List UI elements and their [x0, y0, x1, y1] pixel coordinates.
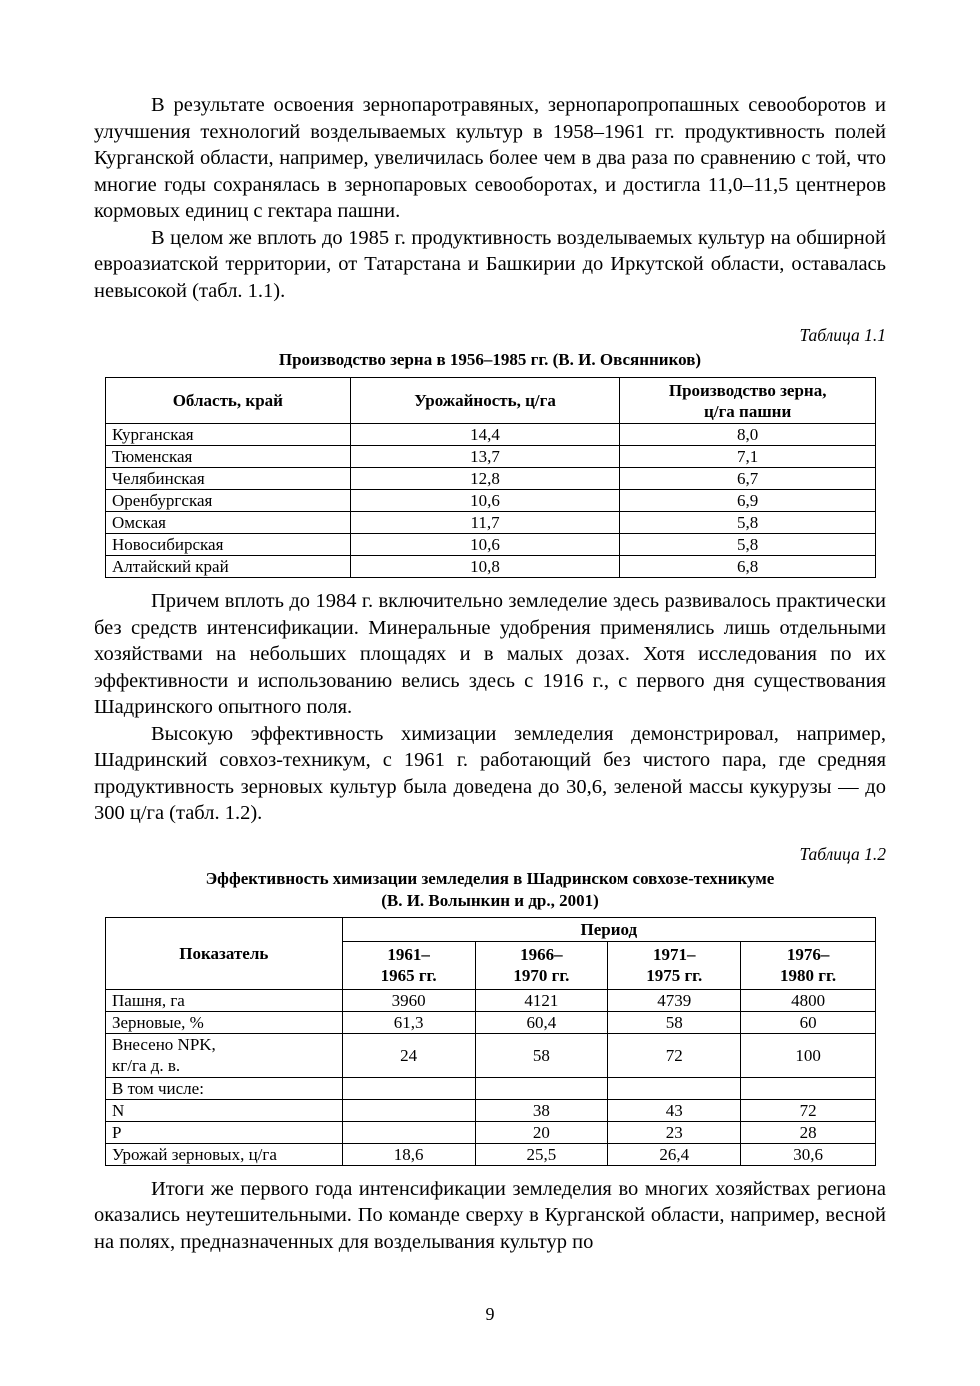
table-cell: 60,4	[475, 1011, 608, 1033]
table-cell: 10,8	[350, 556, 620, 578]
table-cell: Урожай зерновых, ц/га	[106, 1143, 343, 1165]
table-cell: Курганская	[106, 424, 351, 446]
table-2-header-period-3	[608, 941, 741, 989]
table-1-title: Производство зерна в 1956–1985 гг. (В. И. Овсянников)	[278, 350, 702, 369]
table-cell: Челябинская	[106, 468, 351, 490]
table-cell: 26,4	[608, 1143, 741, 1165]
table-cell: 28	[741, 1121, 876, 1143]
table-row	[106, 468, 876, 490]
table-cell	[342, 1099, 475, 1121]
table-2-title-line2: (В. И. Волынкин и др., 2001)	[381, 890, 599, 910]
table-2-header-period-4	[741, 941, 876, 989]
table-1	[105, 377, 876, 578]
table-cell: 6,7	[620, 468, 876, 490]
table-cell: 18,6	[342, 1143, 475, 1165]
table-2-caption: Таблица 1.2	[799, 843, 886, 864]
table-cell	[106, 1033, 343, 1077]
table-cell: 5,8	[620, 534, 876, 556]
table-cell: P	[106, 1121, 343, 1143]
table-1-header-production-line2: ц/га пашни	[704, 401, 792, 421]
table-2-header-indicator: Показатель	[106, 917, 343, 989]
table-cell: В том числе:	[106, 1077, 343, 1099]
table-2-title-line1: Эффективность химизации земледелия в Шадринском совхозе-техникуме	[205, 868, 775, 888]
paragraph-3: Причем вплоть до 1984 г. включительно земледелие здесь развивалось практически без средств интенсификации. Минеральные удобрения применялись лишь отдельными хозяйствами на небольших площадях и в малых дозах. Хотя исследования по их эффективности и использованию велись здесь с 1916 г., с первого дня существования Шадринского опытного поля.	[94, 590, 886, 718]
table-cell: Омская	[106, 512, 351, 534]
table-row	[106, 1011, 876, 1033]
table-cell: Зерновые, %	[106, 1011, 343, 1033]
table-cell: 7,1	[620, 446, 876, 468]
page-number: 9	[485, 1304, 495, 1324]
table-row	[106, 512, 876, 534]
table-cell: 12,8	[350, 468, 620, 490]
table-row	[106, 490, 876, 512]
table-2-header-period: Период	[342, 917, 875, 941]
table-cell: 72	[608, 1033, 741, 1077]
table-cell: 6,9	[620, 490, 876, 512]
table-cell: 5,8	[620, 512, 876, 534]
table-row	[106, 556, 876, 578]
table-1-header-production	[620, 378, 876, 424]
table-2-header-period-2	[475, 941, 608, 989]
table-1-header-region: Область, край	[106, 378, 351, 424]
table-cell: 3960	[342, 989, 475, 1011]
table-cell	[342, 1121, 475, 1143]
table-cell: 10,6	[350, 534, 620, 556]
period-start: 1976–	[786, 945, 830, 964]
period-end: 1975 гг.	[646, 966, 703, 985]
table-cell: 4739	[608, 989, 741, 1011]
table-cell: Пашня, га	[106, 989, 343, 1011]
table-1-header-production-line1: Производство зерна,	[668, 380, 827, 400]
table-cell	[342, 1077, 475, 1099]
table-row	[106, 424, 876, 446]
period-end: 1980 гг.	[780, 966, 837, 985]
table-cell: 24	[342, 1033, 475, 1077]
paragraph-2: В целом же вплоть до 1985 г. продуктивность возделываемых культур на обширной евроазиатской территории, от Татарстана и Башкирии до Иркутской области, оставалась невысокой (табл. 1.1).	[94, 226, 886, 302]
table-2-header-period-1	[342, 941, 475, 989]
table-cell: 61,3	[342, 1011, 475, 1033]
table-cell: 58	[475, 1033, 608, 1077]
npk-label: Внесено NPK,	[112, 1035, 216, 1054]
npk-unit: кг/га д. в.	[112, 1056, 181, 1075]
table-2	[105, 917, 876, 1166]
table-row	[106, 1077, 876, 1099]
table-row	[106, 1099, 876, 1121]
table-cell: 11,7	[350, 512, 620, 534]
table-cell: 100	[741, 1033, 876, 1077]
table-cell	[608, 1077, 741, 1099]
paragraph-1: В результате освоения зернопаротравяных, зернопаропропашных севооборотов и улучшения технологий возделываемых культур в 1958–1961 гг. продуктивность полей Курганской области, например, увеличилась более чем в два раза по сравнению с той, что многие годы сохранялась в зернопаровых севооборотах, и достигла 11,0–11,5 центнеров кормовых единиц с гектара пашни.	[94, 94, 886, 222]
table-row	[106, 1143, 876, 1165]
table-cell: 58	[608, 1011, 741, 1033]
page-content	[94, 92, 886, 1255]
table-cell: 4800	[741, 989, 876, 1011]
table-cell: 43	[608, 1099, 741, 1121]
table-cell	[741, 1077, 876, 1099]
paragraph-5: Итоги же первого года интенсификации земледелия во многих хозяйствах региона оказались неутешительными. По команде сверху в Курганской области, например, весной на полях, предназначенных для возделывания культур по	[94, 1177, 886, 1253]
table-cell	[475, 1077, 608, 1099]
table-cell: 25,5	[475, 1143, 608, 1165]
table-cell: 10,6	[350, 490, 620, 512]
table-cell: 13,7	[350, 446, 620, 468]
table-row	[106, 1033, 876, 1077]
table-cell: Алтайский край	[106, 556, 351, 578]
table-cell: Тюменская	[106, 446, 351, 468]
table-cell: 30,6	[741, 1143, 876, 1165]
paragraph-4: Высокую эффективность химизации земледелия демонстрировал, например, Шадринский совхоз-техникум, с 1961 г. работающий без чистого пара, где средняя продуктивность зерновых культур была доведена до 30,6, зеленой массы кукурузы — до 300 ц/га (табл. 1.2).	[94, 722, 886, 824]
table-row	[106, 534, 876, 556]
table-cell: 72	[741, 1099, 876, 1121]
table-1-header-yield: Урожайность, ц/га	[350, 378, 620, 424]
table-cell: 4121	[475, 989, 608, 1011]
period-start: 1971–	[652, 945, 696, 964]
table-cell: 8,0	[620, 424, 876, 446]
table-cell: Новосибирская	[106, 534, 351, 556]
table-cell: 6,8	[620, 556, 876, 578]
table-cell: 20	[475, 1121, 608, 1143]
table-cell: Оренбургская	[106, 490, 351, 512]
table-1-caption: Таблица 1.1	[799, 325, 886, 345]
table-cell: 23	[608, 1121, 741, 1143]
period-start: 1961–	[387, 945, 430, 964]
table-row	[106, 989, 876, 1011]
table-row	[106, 446, 876, 468]
table-cell: N	[106, 1099, 343, 1121]
period-end: 1970 гг.	[513, 966, 570, 985]
table-cell: 38	[475, 1099, 608, 1121]
table-row	[106, 1121, 876, 1143]
table-cell: 60	[741, 1011, 876, 1033]
period-end: 1965 гг.	[380, 966, 437, 985]
period-start: 1966–	[520, 945, 563, 964]
table-cell: 14,4	[350, 424, 620, 446]
